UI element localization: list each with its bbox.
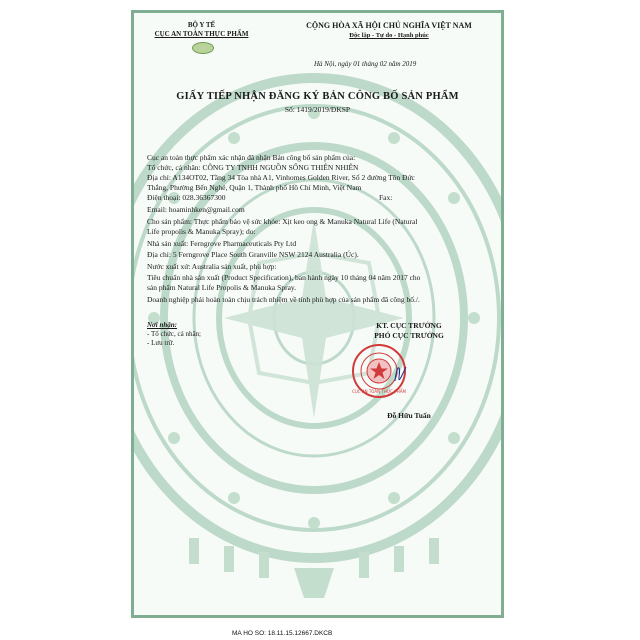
certificate-document bbox=[131, 10, 504, 618]
issue-date: Hà Nội, ngày 01 tháng 02 năm 2019 bbox=[314, 60, 417, 68]
svg-text:CỤC AN TOÀN THỰC PHẨM: CỤC AN TOÀN THỰC PHẨM bbox=[352, 389, 406, 394]
signature-title bbox=[344, 321, 474, 341]
body-line: sản phẩm Natural Life Propolis & Manuka Spray. bbox=[147, 283, 297, 292]
body-line: Tổ chức, cá nhân: CÔNG TY TNHH NGUỒN SỐNG THIÊN NHIÊN bbox=[147, 163, 359, 172]
body-line: Địa chỉ: 5 Ferngrove Place South Granville NSW 2124 Australia (Úc). bbox=[147, 250, 359, 259]
issuing-agency-header bbox=[154, 21, 249, 39]
body-line: Nhà sản xuất: Ferngrove Pharmaceuticals Pty Ltd bbox=[147, 239, 297, 248]
signer-name: Đỗ Hữu Tuấn bbox=[387, 411, 431, 420]
document-title: GIẤY TIẾP NHẬN ĐĂNG KÝ BẢN CÔNG BỐ SẢN PHẨM bbox=[176, 91, 459, 102]
official-seal-stamp bbox=[351, 343, 407, 399]
body-line: Tiêu chuẩn nhà sản xuất (Product Specification), ban hành ngày 10 tháng 04 năm 2017 cho bbox=[147, 273, 421, 282]
ministry-name: BỘ Y TẾ bbox=[187, 21, 216, 29]
national-header bbox=[284, 21, 494, 41]
body-line: Nước xuất xứ: Australia sản xuất, phù hợp: bbox=[147, 262, 277, 271]
national-motto: Độc lập - Tự do - Hạnh phúc bbox=[349, 32, 429, 39]
dossier-code: MA HO SO: 18.11.15.12667.DKCB bbox=[232, 630, 333, 637]
document-number: Số: 1419/2019/ĐKSP bbox=[284, 105, 351, 114]
body-line: Email: hoaminhken@gmail.com bbox=[147, 205, 245, 214]
signature-line-1: KT. CỤC TRƯỞNG bbox=[376, 321, 442, 330]
body-line: Life propolis & Manuka Spray); do: bbox=[147, 227, 256, 236]
fax-label: Fax: bbox=[379, 193, 393, 202]
signature-line-2: PHÓ CỤC TRƯỞNG bbox=[374, 331, 444, 340]
body-line: Địa chỉ: A134OT02, Tầng 34 Tòa nhà A1, Vinhomes Golden River, Số 2 đường Tôn Đức bbox=[147, 173, 415, 182]
nation-name: CỘNG HÒA XÃ HỘI CHỦ NGHĨA VIỆT NAM bbox=[306, 21, 472, 30]
body-line: Doanh nghiệp phải hoàn toàn chịu trách nhiệm về tính phù hợp của sản phẩm đã công bố./. bbox=[147, 295, 420, 304]
body-line: Cho sản phẩm: Thực phẩm bảo vệ sức khỏe: Xịt keo ong & Manuka Natural Life (Natural bbox=[147, 217, 418, 226]
agency-name: CỤC AN TOÀN THỰC PHẨM bbox=[154, 30, 249, 38]
body-line: Thắng, Phường Bến Nghé, Quận 1, Thành phố Hồ Chí Minh, Việt Nam bbox=[147, 183, 362, 192]
recipient-item: - Tổ chức, cá nhân; bbox=[147, 330, 202, 338]
recipients-label: Nơi nhận: bbox=[147, 321, 178, 329]
body-line: Điện thoại: 028.36367300 bbox=[147, 193, 226, 202]
recipients-block bbox=[147, 321, 201, 348]
body-line: Cục an toàn thực phẩm xác nhận đã nhận Bản công bố sản phẩm của: bbox=[147, 153, 356, 162]
agency-logo-icon bbox=[192, 42, 214, 54]
recipient-item: - Lưu trữ. bbox=[147, 339, 175, 347]
